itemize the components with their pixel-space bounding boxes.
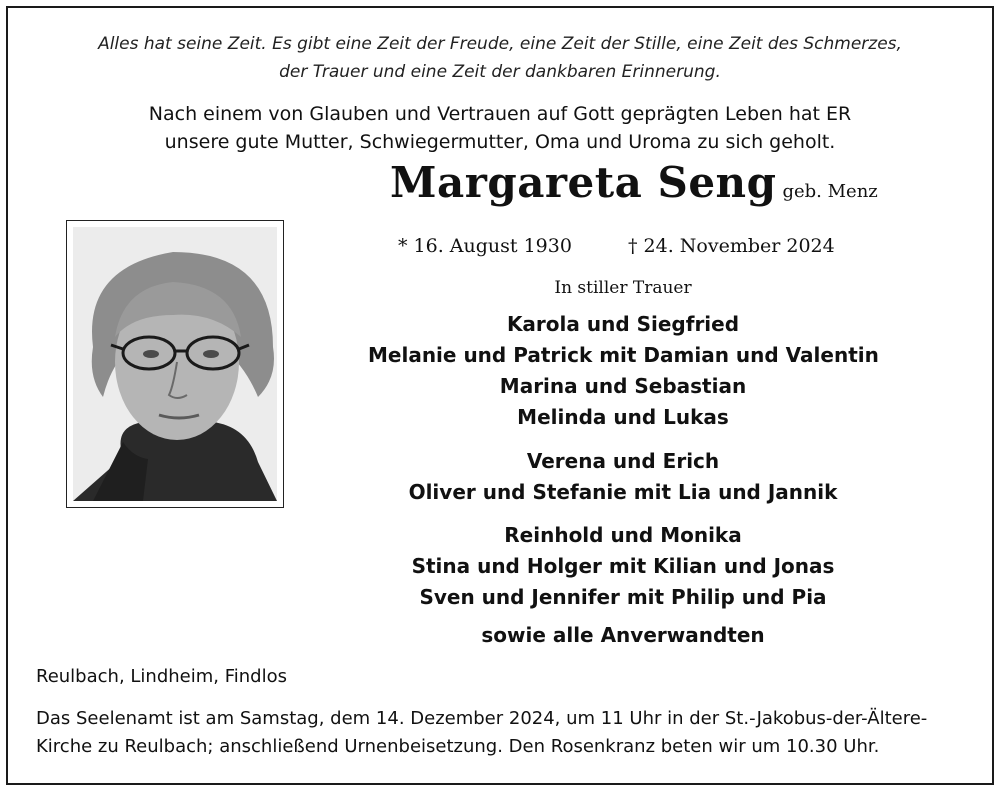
mourners-heading: In stiller Trauer: [554, 278, 692, 298]
intro-line-2: unsere gute Mutter, Schwiegermutter, Oma und Uroma zu sich geholt.: [164, 131, 836, 153]
portrait-photo: [73, 227, 277, 501]
portrait-illustration: [73, 227, 277, 501]
service-line-2: Kirche zu Reulbach; anschließend Urnenbeisetzung. Den Rosenkranz beten wir um 10.30 Uhr.: [36, 736, 880, 757]
mourner-line: Oliver und Stefanie mit Lia und Jannik: [408, 480, 838, 504]
mourner-line: Reinhold und Monika: [504, 523, 742, 547]
motto-line-1: Alles hat seine Zeit. Es gibt eine Zeit der Freude, eine Zeit der Stille, eine Zeit des Schmerzes,: [98, 34, 902, 54]
mourners-group-2: [368, 446, 878, 508]
places-line: Reulbach, Lindheim, Findlos: [36, 666, 287, 687]
death-date: † 24. November 2024: [628, 235, 835, 257]
mourner-line: Melinda und Lukas: [517, 405, 729, 429]
mourner-line: Verena und Erich: [526, 449, 720, 473]
mourners-closing-block: [368, 620, 878, 651]
mourner-line: Stina und Holger mit Kilian und Jonas: [411, 554, 835, 578]
mourners-closing: sowie alle Anverwandten: [481, 623, 765, 647]
mourners-heading-block: [368, 278, 878, 298]
intro-line-1: Nach einem von Glauben und Vertrauen auf Gott geprägten Leben hat ER: [148, 103, 852, 125]
mourner-line: Marina und Sebastian: [499, 374, 747, 398]
mourner-line: Melanie und Patrick mit Damian und Valentin: [368, 343, 879, 367]
deceased-name: Margareta Seng: [390, 158, 777, 207]
mourners-group-3: [368, 520, 878, 613]
mourner-line: Karola und Siegfried: [506, 312, 740, 336]
mourners-group-1: [368, 309, 878, 433]
portrait-frame: [66, 220, 284, 508]
maiden-name: geb. Menz: [782, 181, 878, 202]
mourner-line: Sven und Jennifer mit Philip und Pia: [419, 585, 827, 609]
deceased-name-block: [390, 158, 878, 207]
birth-date: * 16. August 1930: [398, 235, 572, 257]
motto-line-2: der Trauer und eine Zeit der dankbaren Erinnerung.: [279, 62, 721, 82]
service-line-1: Das Seelenamt ist am Samstag, dem 14. Dezember 2024, um 11 Uhr in der St.-Jakobus-der-Ältere-: [36, 708, 928, 729]
